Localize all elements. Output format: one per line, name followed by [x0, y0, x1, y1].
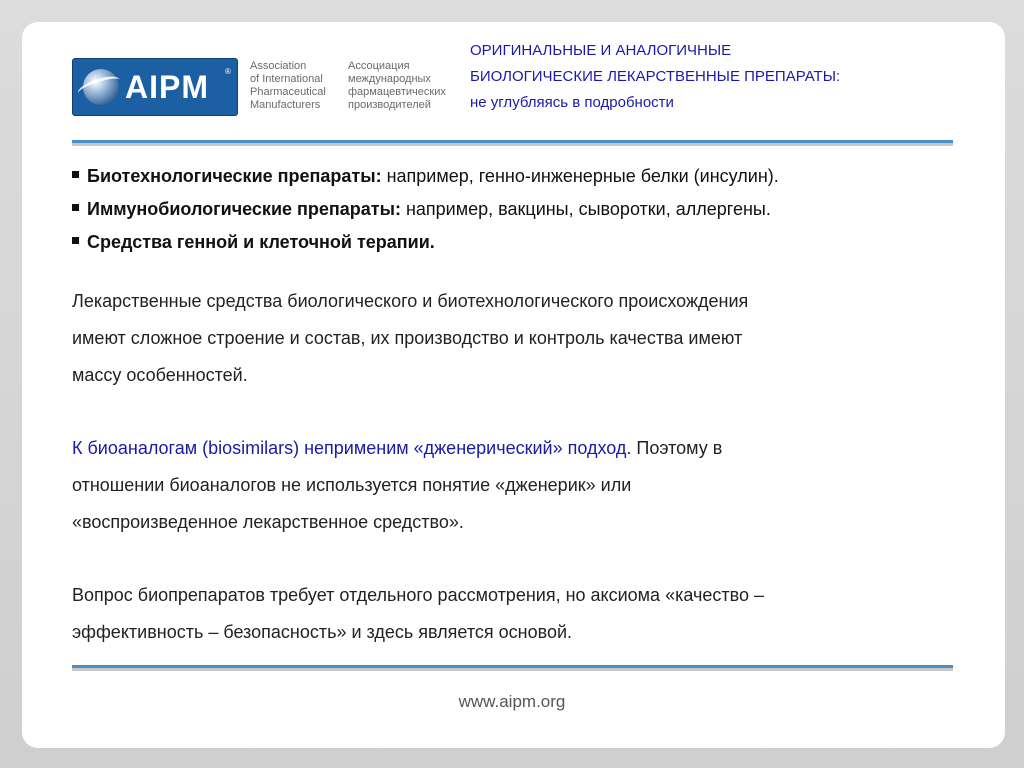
assoc-ru-line: Ассоциация — [348, 60, 410, 72]
assoc-en-line: Pharmaceutical — [250, 86, 326, 98]
assoc-ru-line: производителей — [348, 99, 431, 111]
paragraph-line — [72, 430, 992, 467]
association-name-english — [250, 60, 342, 112]
highlight-statement: К биоаналогам (biosimilars) неприменим «дженерический» подход. — [72, 438, 632, 458]
top-divider — [72, 140, 953, 143]
logo-text: AIPM — [125, 69, 209, 105]
aipm-logo — [72, 58, 238, 116]
paragraph-line: Лекарственные средства биологического и биотехнологического происхождения — [72, 291, 749, 311]
paragraph-complexity — [72, 283, 992, 394]
bullet-square-icon — [72, 204, 79, 211]
paragraph-axiom — [72, 577, 992, 651]
assoc-ru-line: фармацевтических — [348, 86, 446, 98]
paragraph-line: отношении биоаналогов не используется понятие «дженерик» или — [72, 475, 632, 495]
paragraph-line: имеют сложное строение и состав, их производство и контроль качества имеют — [72, 328, 743, 348]
bullet-term: Иммунобиологические препараты: — [87, 199, 401, 219]
bullet-list — [72, 160, 992, 259]
bullet-text: например, генно-инженерные белки (инсулин). — [381, 166, 779, 186]
assoc-ru-line: международных — [348, 73, 431, 85]
paragraph-line: Вопрос биопрепаратов требует отдельного рассмотрения, но аксиома «качество – — [72, 585, 764, 605]
logo-registered-mark: ® — [225, 67, 231, 76]
bullet-square-icon — [72, 237, 79, 244]
bullet-term: Биотехнологические препараты: — [87, 166, 382, 186]
footer-url: www.aipm.org — [458, 692, 566, 711]
bullet-term: Средства генной и клеточной терапии. — [87, 232, 435, 252]
bullet-item — [72, 193, 992, 226]
assoc-en-line: of International — [250, 73, 323, 85]
paragraph-continuation: Поэтому в — [631, 438, 723, 458]
title-line-3: не углубляясь в подробности — [470, 94, 674, 111]
bottom-divider — [72, 665, 953, 668]
association-name-russian — [348, 60, 458, 112]
bullet-text: например, вакцины, сыворотки, аллергены. — [400, 199, 771, 219]
bullet-item — [72, 226, 992, 259]
paragraph-biosimilars — [72, 430, 992, 541]
bullet-square-icon — [72, 171, 79, 178]
paragraph-line: массу особенностей. — [72, 365, 248, 385]
paragraph-line: «воспроизведенное лекарственное средство». — [72, 512, 464, 532]
title-line-1: ОРИГИНАЛЬНЫЕ И АНАЛОГИЧНЫЕ — [470, 42, 732, 59]
assoc-en-line: Association — [250, 60, 307, 72]
slide-title — [470, 38, 990, 116]
assoc-en-line: Manufacturers — [250, 99, 321, 111]
paragraph-line: эффективность – безопасность» и здесь является основой. — [72, 622, 573, 642]
title-line-2: БИОЛОГИЧЕСКИЕ ЛЕКАРСТВЕННЫЕ ПРЕПАРАТЫ: — [470, 68, 841, 85]
bullet-item — [72, 160, 992, 193]
